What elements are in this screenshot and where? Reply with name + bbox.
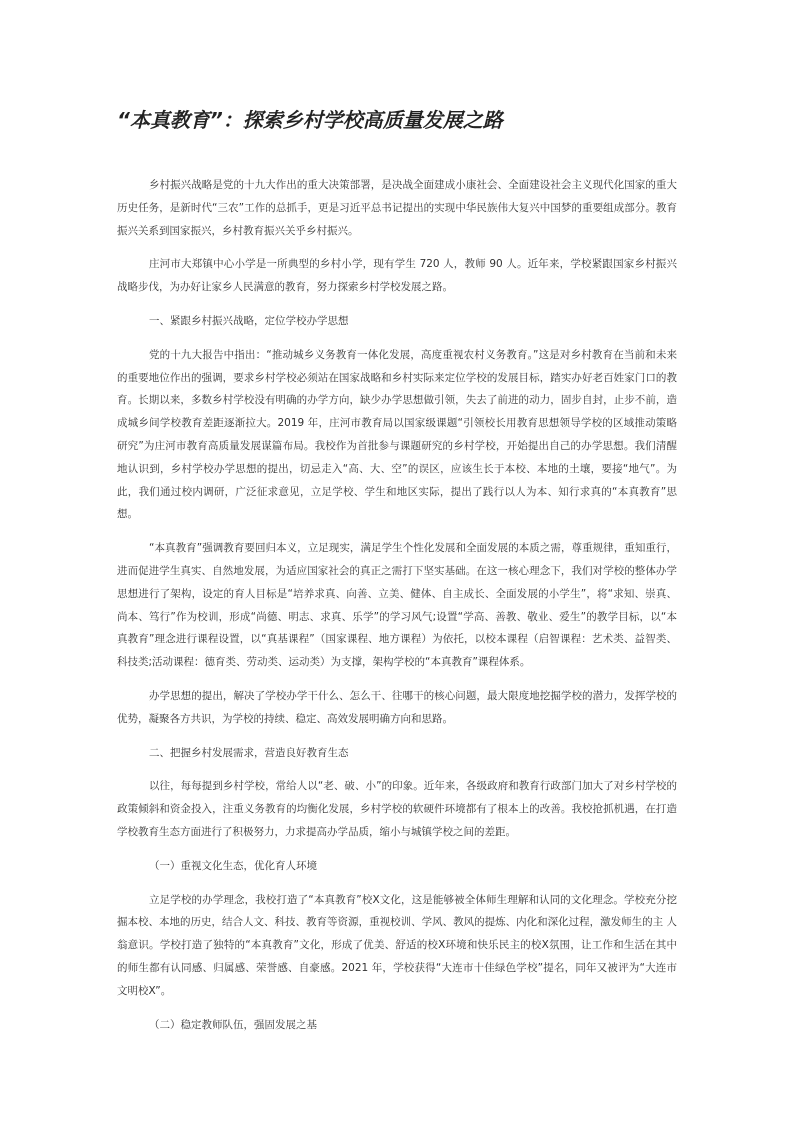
paragraph-subsection1: 立足学校的办学理念，我校打造了“本真教育”校X文化，这是能够被全体师生理解和认同的文化理念。学校充分挖掘本校、本地的历史，结合人文、科技、教育等资源，重视校训、学风、教风的提炼、内化和深化过程，激发师生的主 人翁意识。学校打造了独特的“本真教育”文化，形成了优美、舒适的校X环境和快乐民主的校X氛围，让工作和生活在其中的师生都有认同感、归属感、荣誉感、自豪感。2021 年，学校获得“大连市十佳绿色学校”提名，同年又被评为“大连市文明校X”。 [117,893,677,997]
subsection-heading-2: （二）稳定教师队伍，强固发展之基 [149,1018,317,1031]
section-heading-2: 二、把握乡村发展需求，营造良好教育生态 [149,746,349,759]
document-title: “本真教育”：探索乡村学校高质量发展之路 [117,108,503,132]
paragraph-section1-c: 办学思想的提出，解决了学校办学干什么、怎么干、往哪干的核心问题，最大限度地挖掘学校的潜力，发挥学校的优势，凝聚各方共识，为学校的持续、稳定、高效发展明确方向和思路。 [117,689,677,725]
paragraph-school-overview: 庄河市大郑镇中心小学是一所典型的乡村小学，现有学生 720 人，教师 90 人。近年来，学校紧跟国家乡村振兴战略步伐，为办好让家乡人民满意的教育，努力探索乡村学校发展之路。 [117,258,677,294]
paragraph-section1-b: “本真教育”强调教育要回归本义，立足现实，满足学生个性化发展和全面发展的本质之需，尊重规律，重知重行，进而促进学生真实、自然地发展，为适应国家社会的真正之需打下坚实基础。在这一核心理念下，我们对学校的整体办学思想进行了架构，设定的育人目标是“培养求真、向善、立美、健体、自主成长、全面发展的小学生”，将“求知、崇真、尚本、笃行”作为校训，形成“尚德、明志、求真、乐学”的学习风气;设置“学高、善教、敬业、爱生”的教学目标，以“本真教育”理念进行课程设置，以“真基课程”（国家课程、地方课程）为依托，以校本课程（启智课程：艺术类、益智类、科技类;活动课程：德育类、劳动类、运动类）为支撑，架构学校的“本真教育”课程体系。 [117,542,677,669]
paragraph-section2-a: 以往，每每提到乡村学校，常给人以“老、破、小”的印象。近年来，各级政府和教育行政部门加大了对乡村学校的政策倾斜和资金投入，注重义务教育的均衡化发展，乡村学校的软硬件环境都有了根本上的改善。我校抢抓机遇，在打造学校教育生态方面进行了积极努力，力求提高办学品质，缩小与城镇学校之间的差距。 [117,780,677,838]
section-heading-1: 一、紧跟乡村振兴战略，定位学校办学思想 [149,314,349,327]
paragraph-section1-a: 党的十九大报告中指出：“推动城乡义务教育一体化发展，高度重视农村义务教育。”这是对乡村教育在当前和未来的重要地位作出的强调，要求乡村学校必须站在国家战略和乡村实际来定位学校的发展目标，踏实办好老百姓家门口的教育。长期以来，多数乡村学校没有明确的办学方向，缺少办学思想做引领，失去了前进的动力，固步自封，止步不前，造成城乡间学校教育差距逐渐拉大。2019 年，庄河市教育局以国家级课题“引领校长用教育思想领导学校的区域推动策略研究”为庄河市教育高质量发展谋篇布局。我校作为首批参与课题研究的乡村学校，开始提出自己的办学思想。我们清醒地认识到，乡村学校办学思想的提出，切忌走入“高、大、空”的误区，应该生长于本校、本地的土壤，要接“地气”。为此，我们通过校内调研，广泛征求意见，立足学校、学生和地区实际，提出了践行以人为本、知行求真的“本真教育”思想。 [117,348,677,521]
document-body [117,174,677,1047]
paragraph-intro: 乡村振兴战略是党的十九大作出的重大决策部署，是决战全面建成小康社会、全面建设社会主义现代化国家的重大历史任务，是新时代“三农”工作的总抓手，更是习近平总书记提出的实现中华民族伟大复兴中国梦的重要组成部分。教育振兴关系到国家振兴，乡村教育振兴关乎乡村振兴。 [117,179,677,237]
subsection-heading-1: （一）重视文化生态，优化育人环境 [149,859,317,872]
